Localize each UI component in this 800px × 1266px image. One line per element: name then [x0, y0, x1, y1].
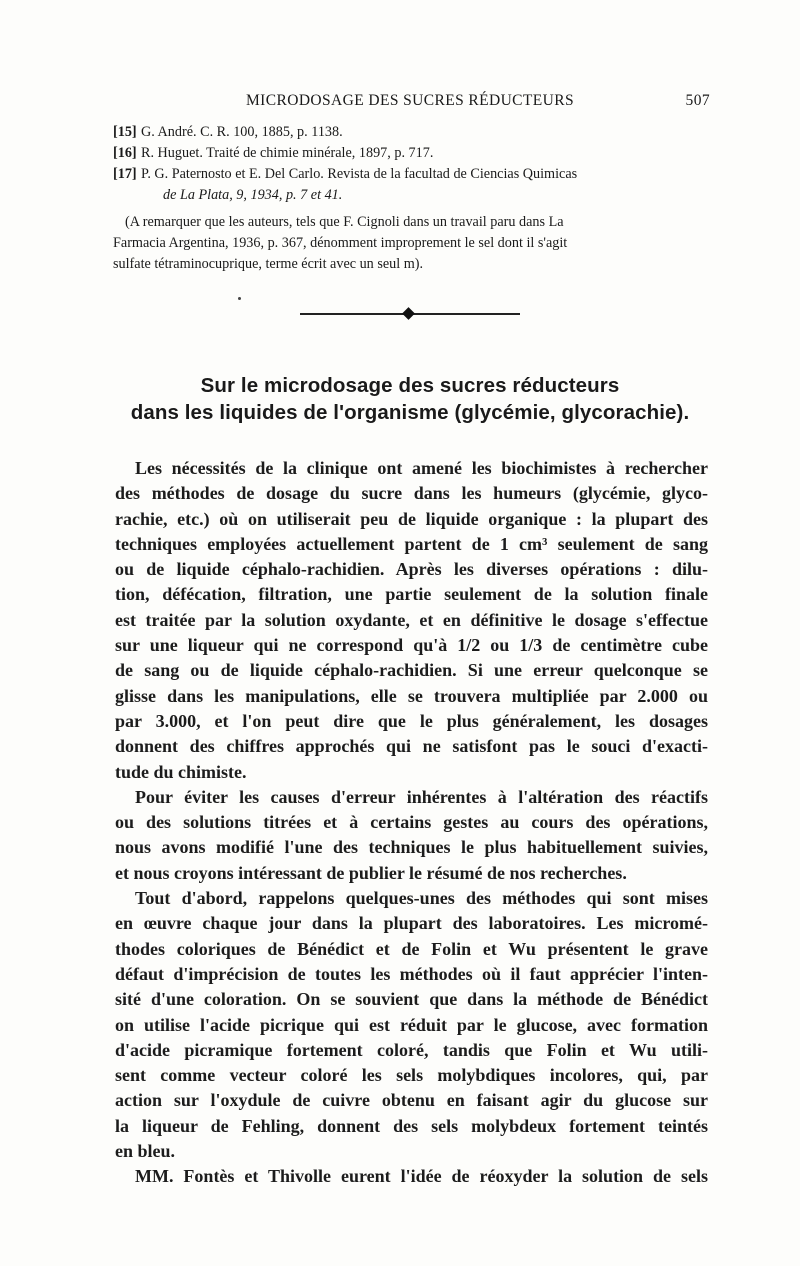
reference-text: R. Huguet. Traité de chimie minérale, 1897, p. 717.: [141, 145, 434, 161]
body-text-line: tion, défécation, filtration, une partie seulement de la solution finale: [115, 584, 708, 605]
article-title: [100, 372, 720, 426]
body-text-line: MM. Fontès et Thivolle eurent l'idée de réoxyder la solution de sels: [135, 1166, 708, 1187]
body-text-line: action sur l'oxydule de cuivre obtenu en faisant agir du glucose sur: [115, 1090, 708, 1111]
reference-number: [16]: [113, 145, 137, 161]
reference-text-continued: de La Plata, 9, 1934, p. 7 et 41.: [163, 187, 343, 203]
body-text-line: sité d'une coloration. On se souvient que dans la méthode de Bénédict: [115, 989, 708, 1010]
body-text-line: Pour éviter les causes d'erreur inhérentes à l'altération des réactifs: [135, 786, 708, 807]
body-text-line: en œuvre chaque jour dans la plupart des laboratoires. Les micromé-: [115, 913, 708, 934]
author-note: [113, 212, 708, 275]
body-text-line: glisse dans les manipulations, elle se trouvera multipliée par 2.000 ou: [115, 685, 708, 706]
body-text-line: thodes coloriques de Bénédict et de Folin et Wu présentent le grave: [115, 938, 708, 959]
title-line: Sur le microdosage des sucres réducteurs: [200, 374, 620, 397]
separator-diamond-icon: [402, 307, 415, 320]
note-line: Farmacia Argentina, 1936, p. 367, dénomment improprement le sel dont il s'agit: [113, 235, 568, 251]
reference-number: [15]: [113, 124, 137, 140]
reference-text: G. André. C. R. 100, 1885, p. 1138.: [141, 124, 343, 140]
body-text-line: donnent des chiffres approchés qui ne satisfont pas le souci d'exacti-: [115, 736, 708, 757]
body-text-line: la liqueur de Fehling, donnent des sels molybdeux fortement teintés: [115, 1115, 708, 1136]
reference-number: [17]: [113, 166, 137, 182]
body-text-line: défaut d'imprécision de toutes les méthodes où il faut apprécier l'inten-: [115, 963, 708, 984]
print-speck: [238, 297, 241, 300]
article-body: [115, 456, 708, 1190]
body-text-line: Les nécessités de la clinique ont amené les biochimistes à rechercher: [135, 458, 708, 478]
body-text-line: Tout d'abord, rappelons quelques-unes des méthodes qui sont mises: [135, 888, 708, 909]
body-text-line: de sang ou de liquide céphalo-rachidien. Si une erreur quelconque se: [115, 660, 708, 681]
body-text-line: en bleu.: [115, 1141, 176, 1162]
body-text-line: sent comme vecteur coloré les sels molybdiques incolores, qui, par: [115, 1065, 708, 1086]
reference-text: P. G. Paternosto et E. Del Carlo. Revista de la facultad de Ciencias Quimicas: [141, 166, 578, 182]
body-text-line: nous avons modifié l'une des techniques le plus habituellement suivies,: [115, 837, 708, 858]
title-line: dans les liquides de l'organisme (glycémie, glycorachie).: [130, 401, 690, 424]
body-text-line: par 3.000, et l'on peut dire que le plus généralement, les dosages: [115, 710, 708, 731]
body-text-line: des méthodes de dosage du sucre dans les humeurs (glycémie, glyco-: [115, 483, 708, 504]
body-text-line: et nous croyons intéressant de publier le résumé de nos recherches.: [115, 862, 627, 883]
note-line: (A remarquer que les auteurs, tels que F. Cignoli dans un travail paru dans La: [125, 214, 564, 230]
body-text-line: ou de liquide céphalo-rachidien. Après les diverses opérations : dilu-: [115, 559, 708, 580]
page-number: 507: [685, 92, 710, 109]
body-text-line: rachie, etc.) où on utiliserait peu de liquide organique : la plupart des: [115, 508, 708, 529]
running-title: MICRODOSAGE DES SUCRES RÉDUCTEURS: [246, 92, 574, 109]
reference-list: [113, 122, 708, 206]
body-text-line: on utilise l'acide picrique qui est réduit par le glucose, avec formation: [115, 1014, 708, 1035]
body-text-line: sur une liqueur qui ne correspond qu'à 1/2 ou 1/3 de centimètre cube: [115, 635, 708, 656]
note-line: sulfate tétraminocuprique, terme écrit avec un seul m).: [113, 256, 424, 272]
reference-item: [113, 143, 708, 164]
body-text-line: d'acide picramique fortement coloré, tandis que Folin et Wu utili-: [115, 1039, 708, 1060]
reference-item: [113, 122, 708, 143]
body-text-line: est traitée par la solution oxydante, et en définitive le dosage s'effectue: [115, 609, 708, 630]
reference-item: [113, 164, 708, 206]
body-text-line: ou des solutions titrées et à certains gestes au cours des opérations,: [115, 812, 708, 833]
body-text-line: techniques employées actuellement partent de 1 cm³ seulement de sang: [115, 533, 708, 554]
body-text-line: tude du chimiste.: [115, 761, 247, 782]
